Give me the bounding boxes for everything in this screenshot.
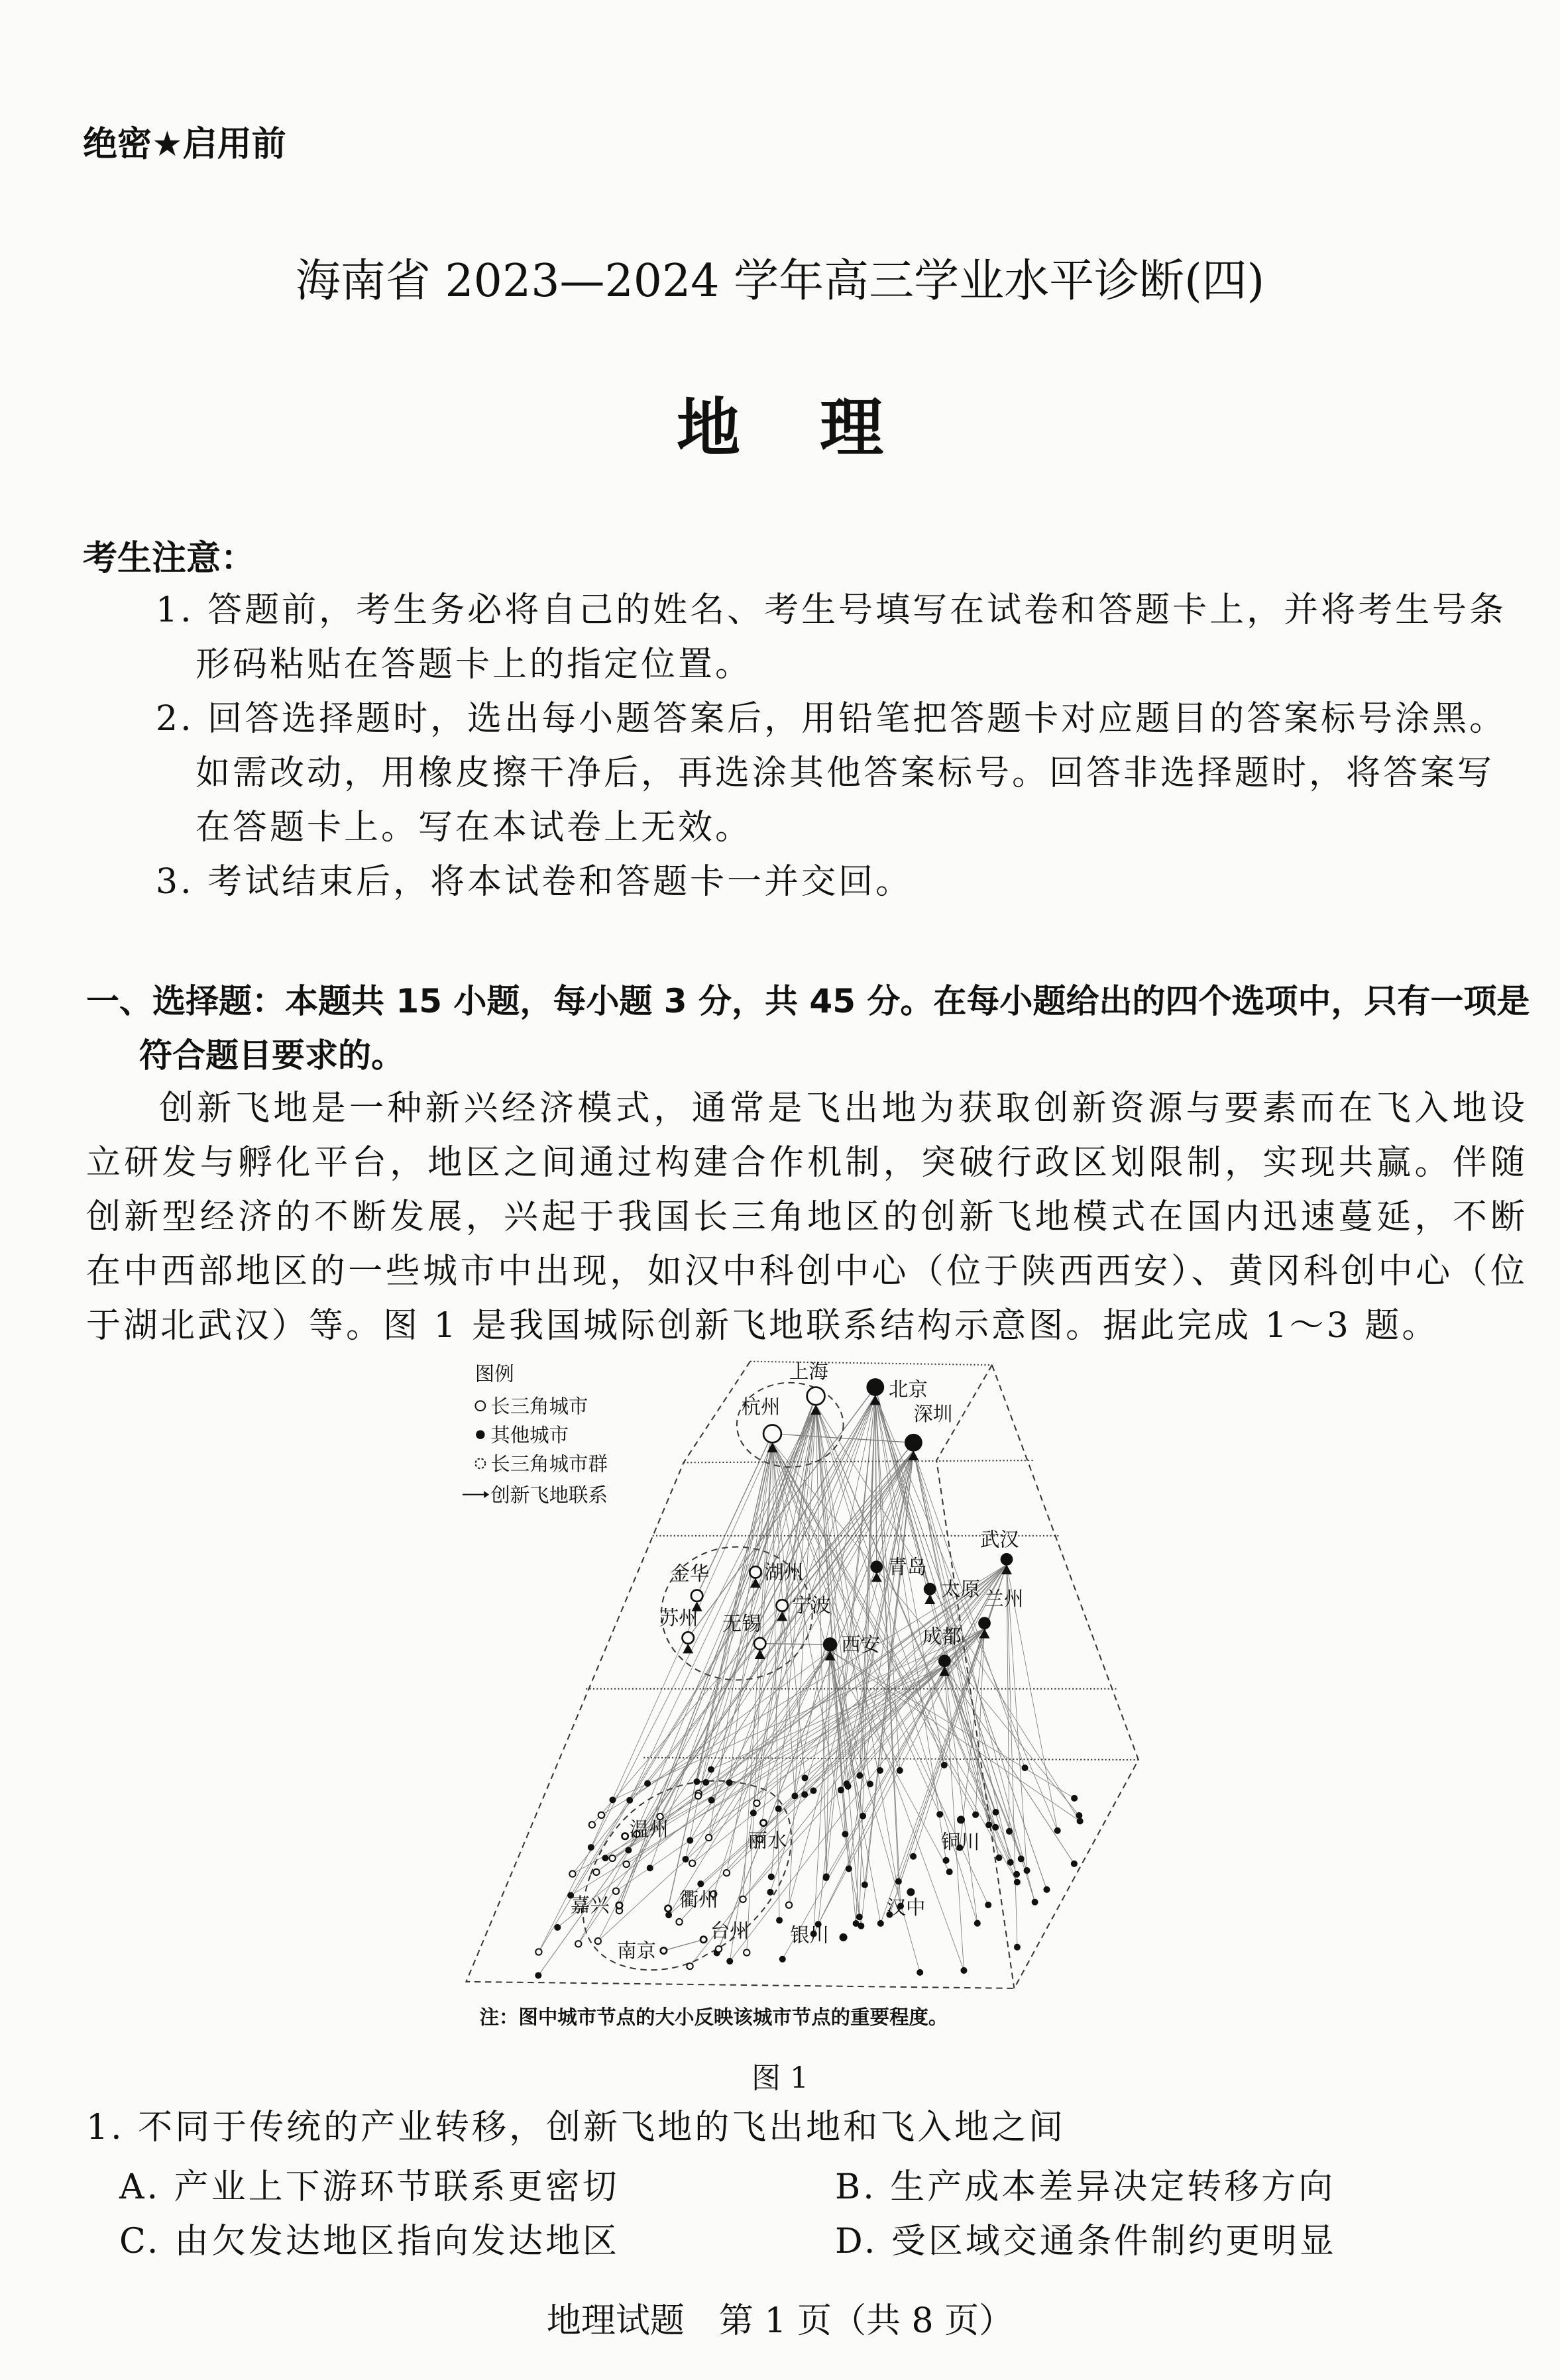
city-node <box>958 1817 964 1823</box>
other-city-node <box>1019 1856 1024 1861</box>
section-heading <box>86 974 1531 1083</box>
yrd-city-node <box>744 1949 750 1955</box>
yrd-city-node <box>569 1870 575 1876</box>
link-line <box>539 1395 875 1952</box>
other-city-node <box>993 1810 999 1815</box>
city-node <box>867 1379 883 1395</box>
city-node <box>908 1889 914 1895</box>
yrd-city-node <box>623 1861 629 1867</box>
other-city-node <box>973 1812 978 1817</box>
yrd-city-node <box>724 1870 730 1876</box>
city-label: 北京 <box>888 1378 928 1401</box>
other-city-node <box>838 1788 844 1793</box>
figure-note: 注：图中城市节点的大小反映该城市节点的重要程度。 <box>479 2006 948 2029</box>
notice-item: 3. 考试结束后，将本试卷和答题卡一并交回。 <box>156 862 913 902</box>
yrd-city-node <box>786 1902 792 1908</box>
other-city-node <box>555 1925 560 1930</box>
city-label: 苏州 <box>659 1606 698 1629</box>
legend-dashed-circle-icon <box>475 1458 485 1468</box>
city-label: 太原 <box>940 1578 980 1601</box>
city-label: 武汉 <box>979 1528 1019 1551</box>
yrd-city-node <box>716 1946 722 1952</box>
other-city-node <box>1007 1829 1012 1834</box>
city-node <box>924 1584 935 1594</box>
yrd-city-node <box>740 1896 746 1902</box>
city-label: 丽水 <box>748 1829 787 1852</box>
legend-title: 图例 <box>474 1362 514 1385</box>
page-footer: 地理试题 第 1 页（共 8 页） <box>546 2301 1014 2341</box>
link-line <box>726 1405 816 1872</box>
city-label: 银川 <box>790 1923 830 1947</box>
other-city-node <box>645 1781 650 1786</box>
city-node <box>840 1934 846 1940</box>
other-city-node <box>947 1869 952 1874</box>
level-line <box>643 1758 1139 1760</box>
subject-title: 地理 <box>677 391 963 465</box>
legend-item: 长三角城市 <box>490 1395 588 1418</box>
flying-enclave-diagram <box>457 1352 1153 2054</box>
city-node <box>1001 1554 1012 1564</box>
other-city-node <box>803 1775 808 1780</box>
frame-line <box>750 1362 992 1365</box>
passage: 创新飞地是一种新兴经济模式，通常是飞出地为获取创新资源与要素而在飞入地设立研发与孵化平台，地区之间通过构建合作机制，突破行政区划限制，实现共赢。伴随创新型经济的不断发展，兴起于我国长三角地区的创新飞地模式在国内迅速蔓延，不断在中西部地区的一些城市中出现，如汉中科创中心（位于陕西西安）、黄冈科创中心（位于湖北武汉）等。图 1 是我国城际创新飞地联系结构示意图。据此完成 1～3 题。 <box>86 1089 1528 1346</box>
question-stem: 1. 不同于传统的产业转移，创新飞地的飞出地和飞入地之间 <box>86 2108 1066 2147</box>
other-city-node <box>961 1968 966 1973</box>
city-node <box>622 1833 628 1839</box>
other-city-node <box>857 1773 862 1778</box>
city-label: 宁波 <box>791 1594 831 1617</box>
city-node <box>683 1632 694 1643</box>
other-city-node <box>854 1921 859 1926</box>
other-city-node <box>917 1970 922 1975</box>
other-city-node <box>937 1812 942 1817</box>
link-line <box>772 1442 861 1925</box>
question-1 <box>86 2100 1337 2269</box>
link-line <box>663 1939 703 1951</box>
yrd-city-node <box>689 1860 695 1866</box>
city-node <box>979 1618 989 1629</box>
city-node <box>824 1639 836 1651</box>
city-label: 温州 <box>629 1818 669 1841</box>
city-label: 青岛 <box>887 1555 927 1578</box>
other-city-node <box>708 1767 714 1772</box>
city-label: 兰州 <box>984 1588 1024 1611</box>
link-line <box>579 1395 875 1944</box>
city-label: 铜川 <box>940 1830 980 1853</box>
city-label: 湖州 <box>764 1560 804 1584</box>
other-city-node <box>767 1890 773 1895</box>
city-label: 衢州 <box>679 1888 718 1912</box>
option-d: D. 受区域交通条件制约更明显 <box>835 2222 1337 2261</box>
option-b: B. 生产成本差异决定转移方向 <box>835 2167 1336 2207</box>
city-label: 西安 <box>841 1633 881 1656</box>
other-city-node <box>610 1797 615 1802</box>
other-city-node <box>896 1879 901 1884</box>
arrowhead-icon <box>777 1611 787 1621</box>
other-city-node <box>1076 1813 1082 1818</box>
other-city-node <box>792 1794 797 1799</box>
link-line <box>591 1442 773 1847</box>
city-node <box>750 1566 761 1578</box>
legend-filled-circle-icon <box>476 1431 484 1439</box>
section-line: 符合题目要求的。 <box>139 1036 404 1075</box>
link-line <box>830 1650 880 1923</box>
other-city-node <box>683 1857 688 1862</box>
other-city-node <box>694 1779 699 1784</box>
link-line <box>612 1629 984 1800</box>
other-city-node <box>975 1921 980 1926</box>
other-city-node <box>1014 1872 1019 1877</box>
other-city-node <box>911 1854 916 1859</box>
other-city-node <box>867 1781 873 1786</box>
yrd-cluster-outline <box>737 1383 844 1467</box>
city-label: 上海 <box>789 1360 828 1383</box>
yrd-city-node <box>598 1812 604 1818</box>
city-node <box>691 1590 702 1601</box>
option-c: C. 由欠发达地区指向发达地区 <box>119 2222 620 2261</box>
option-a: A. 产业上下游环节联系更密切 <box>119 2167 620 2207</box>
other-city-node <box>1044 1887 1049 1892</box>
yrd-city-node <box>687 1963 693 1969</box>
other-city-node <box>1015 1945 1020 1950</box>
arrowhead-icon <box>683 1644 693 1654</box>
other-city-node <box>1008 1860 1013 1865</box>
other-city-node <box>602 1855 608 1861</box>
other-city-node <box>1055 1828 1060 1833</box>
other-city-node <box>535 1973 541 1978</box>
link-line <box>772 1442 964 1971</box>
link-line <box>1007 1564 1017 1947</box>
other-city-node <box>1072 1861 1077 1866</box>
arrowhead-icon <box>755 1649 765 1659</box>
other-city-node <box>776 1806 781 1812</box>
yrd-city-node <box>676 1919 682 1925</box>
legend-item: 创新飞地联系 <box>490 1484 608 1507</box>
city-node <box>760 1819 766 1825</box>
other-city-node <box>993 1825 998 1830</box>
other-city-node <box>1078 1818 1083 1823</box>
city-node <box>700 1937 706 1943</box>
city-node <box>905 1434 921 1450</box>
city-node <box>871 1562 882 1572</box>
section-line: 一、选择题：本题共 15 小题，每小题 3 分，共 45 分。在每小题给出的四个选项中，只有一项是 <box>86 982 1530 1020</box>
other-city-node <box>687 1838 693 1843</box>
yrd-city-node <box>575 1941 581 1947</box>
city-label: 南京 <box>617 1939 656 1963</box>
exam-title: 海南省 2023—2024 学年高三学业水平诊断(四) <box>295 255 1265 307</box>
other-city-node <box>1015 1880 1020 1885</box>
city-label: 深圳 <box>913 1402 953 1425</box>
arrowhead-icon <box>924 1594 935 1604</box>
yrd-city-node <box>595 1938 601 1944</box>
yrd-cluster-outline <box>583 1781 791 1970</box>
notice-item: 1. 答题前，考生务必将自己的姓名、考生号填写在试卷和答题卡上，并将考生号条形码粘贴在答题卡上的指定位置。 <box>156 590 1507 684</box>
city-label: 无锡 <box>722 1612 761 1635</box>
other-city-node <box>857 1914 862 1920</box>
yrd-city-node <box>695 1793 701 1799</box>
notice-heading: 考生注意： <box>83 539 256 578</box>
yrd-city-node <box>589 1821 595 1827</box>
other-city-node <box>1025 1868 1030 1873</box>
city-label: 汉中 <box>886 1896 926 1920</box>
figure-caption: 图 1 <box>752 2061 808 2095</box>
other-city-node <box>944 1858 949 1863</box>
other-city-node <box>1072 1796 1077 1801</box>
other-city-node <box>1023 1765 1028 1770</box>
link-line <box>1007 1564 1027 1870</box>
legend-hollow-circle-icon <box>475 1401 485 1411</box>
other-city-node <box>878 1921 883 1926</box>
other-city-node <box>727 1780 732 1785</box>
other-city-node <box>986 1822 991 1827</box>
city-node <box>807 1387 825 1405</box>
confidential-mark: 绝密★启用前 <box>83 125 286 164</box>
other-city-node <box>842 1831 848 1837</box>
other-city-node <box>942 1762 947 1768</box>
other-city-node <box>751 1810 756 1815</box>
other-city-node <box>810 1788 816 1794</box>
yrd-city-node <box>609 1855 615 1861</box>
link-line <box>875 1395 1058 1831</box>
city-label: 杭州 <box>741 1395 781 1419</box>
city-node <box>661 1947 667 1953</box>
other-city-node <box>985 1902 991 1908</box>
city-node <box>665 1906 671 1912</box>
notice-item: 2. 回答选择题时，选出每小题答案后，用铅笔把答题卡对应题目的答案标号涂黑。如需改动，用橡皮擦干净后，再选涂其他答案标号。回答非选择题时，将答案写在答题卡上。写在本试卷上无效。 <box>156 699 1507 847</box>
city-label: 台州 <box>710 1919 750 1942</box>
city-node <box>939 1656 950 1666</box>
other-city-node <box>897 1768 903 1773</box>
other-city-node <box>846 1866 852 1871</box>
other-city-node <box>769 1874 774 1879</box>
link-line <box>813 1629 984 1791</box>
yrd-city-node <box>706 1835 712 1841</box>
yrd-city-node <box>535 1949 541 1955</box>
arrowhead-icon <box>750 1578 761 1588</box>
other-city-node <box>777 1918 782 1923</box>
other-city-node <box>877 1768 883 1773</box>
yrd-city-node <box>613 1888 619 1894</box>
other-city-node <box>802 1792 807 1797</box>
link-line <box>865 1450 913 1884</box>
other-city-node <box>626 1847 631 1853</box>
other-city-node <box>698 1881 703 1886</box>
other-city-node <box>666 1912 671 1918</box>
other-city-node <box>709 1798 714 1803</box>
city-node <box>763 1425 781 1442</box>
other-city-node <box>996 1855 1001 1861</box>
level-line <box>684 1460 1034 1462</box>
other-city-node <box>862 1882 867 1888</box>
other-city-node <box>703 1780 708 1785</box>
other-city-node <box>727 1959 732 1964</box>
city-node <box>754 1638 765 1649</box>
yrd-city-node <box>593 1869 599 1875</box>
legend-item: 长三角城市群 <box>490 1452 608 1476</box>
other-city-node <box>823 1875 828 1880</box>
other-city-node <box>844 1781 849 1786</box>
link-line <box>816 1405 944 1765</box>
city-label: 嘉兴 <box>570 1894 610 1917</box>
city-node <box>776 1599 787 1611</box>
other-city-node <box>860 1813 865 1819</box>
other-city-node <box>627 1798 632 1803</box>
yrd-city-node <box>753 1800 759 1806</box>
other-city-node <box>647 1865 653 1870</box>
other-city-node <box>780 1957 785 1962</box>
other-city-node <box>588 1845 594 1850</box>
legend-item: 其他城市 <box>490 1423 569 1446</box>
city-node <box>616 1902 622 1908</box>
city-label: 金华 <box>670 1562 710 1585</box>
city-label: 成都 <box>922 1625 962 1648</box>
notice-list <box>156 583 1528 909</box>
other-city-node <box>1032 1900 1038 1905</box>
